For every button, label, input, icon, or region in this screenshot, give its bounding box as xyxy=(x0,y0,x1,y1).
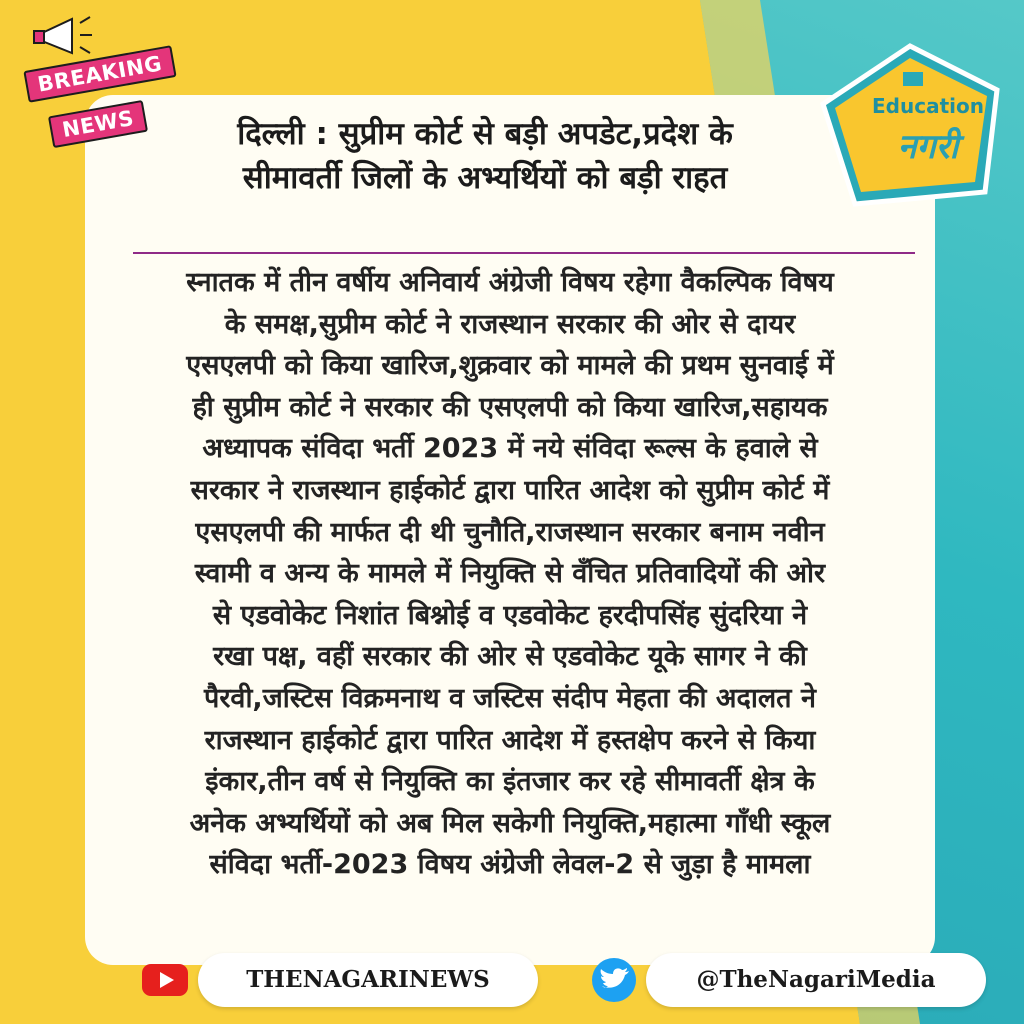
article-body xyxy=(92,262,928,886)
youtube-handle[interactable]: THENAGARINEWS xyxy=(246,966,490,993)
body-line: एसएलपी की मार्फत दी थी चुनौति,राजस्थान सरकार बनाम नवीन xyxy=(195,516,825,548)
book-icon xyxy=(903,72,923,86)
headline-line-2: सीमावर्ती जिलों के अभ्यर्थियों को बड़ी राहत xyxy=(242,160,728,196)
body-line: राजस्थान हाईकोर्ट द्वारा पारित आदेश में हस्तक्षेप करने से किया xyxy=(204,724,816,756)
education-nagri-logo xyxy=(815,42,1005,212)
twitter-handle-pill[interactable] xyxy=(646,953,986,1007)
body-line: के समक्ष,सुप्रीम कोर्ट ने राजस्थान सरकार की ओर से दायर xyxy=(224,308,796,340)
body-line: से एडवोकेट निशांत बिश्नोई व एडवोकेट हरदीपसिंह सुंदरिया ने xyxy=(212,599,808,631)
body-line: ही सुप्रीम कोर्ट ने सरकार की एसएलपी को किया खारिज,सहायक xyxy=(192,391,828,423)
body-line: एसएलपी को किया खारिज,शुक्रवार को मामले की प्रथम सुनवाई में xyxy=(186,350,834,382)
twitter-icon[interactable] xyxy=(588,957,640,1003)
twitter-handle[interactable]: @TheNagariMedia xyxy=(696,966,936,993)
body-line: सरकार ने राजस्थान हाईकोर्ट द्वारा पारित आदेश को सुप्रीम कोर्ट में xyxy=(190,474,830,506)
youtube-icon[interactable] xyxy=(140,958,190,1002)
headline xyxy=(160,112,810,200)
badge-news-label: NEWS xyxy=(48,100,148,148)
body-line: पैरवी,जस्टिस विक्रमनाथ व जस्टिस संदीप मेहता की अदालत ने xyxy=(204,682,816,714)
body-line: अध्यापक संविदा भर्ती 2023 में नये संविदा रूल्स के हवाले से xyxy=(202,433,818,465)
megaphone-icon xyxy=(30,13,100,63)
body-line: रखा पक्ष, वहीं सरकार की ओर से एडवोकेट यूके सागर ने की xyxy=(213,641,807,673)
headline-divider xyxy=(133,252,915,254)
headline-line-1: दिल्ली : सुप्रीम कोर्ट से बड़ी अपडेट,प्रदेश के xyxy=(237,116,733,152)
logo-education-text: Education xyxy=(872,94,984,118)
body-line: इंकार,तीन वर्ष से नियुक्ति का इंतजार कर रहे सीमावर्ती क्षेत्र के xyxy=(205,766,815,798)
body-line: स्नातक में तीन वर्षीय अनिवार्य अंग्रेजी विषय रहेगा वैकल्पिक विषय xyxy=(186,267,834,298)
breaking-news-badge xyxy=(20,38,170,150)
body-line: स्वामी व अन्य के मामले में नियुक्ति से वँचित प्रतिवादियों की ओर xyxy=(194,558,826,590)
body-line: अनेक अभ्यर्थियों को अब मिल सकेगी नियुक्ति,महात्मा गाँधी स्कूल xyxy=(189,807,831,839)
youtube-handle-pill[interactable] xyxy=(198,953,538,1007)
body-line: संविदा भर्ती-2023 विषय अंग्रेजी लेवल-2 से जुड़ा है मामला xyxy=(209,849,811,881)
badge-breaking-label: BREAKING xyxy=(23,45,176,103)
logo-nagri-text: नगरी xyxy=(897,127,959,167)
